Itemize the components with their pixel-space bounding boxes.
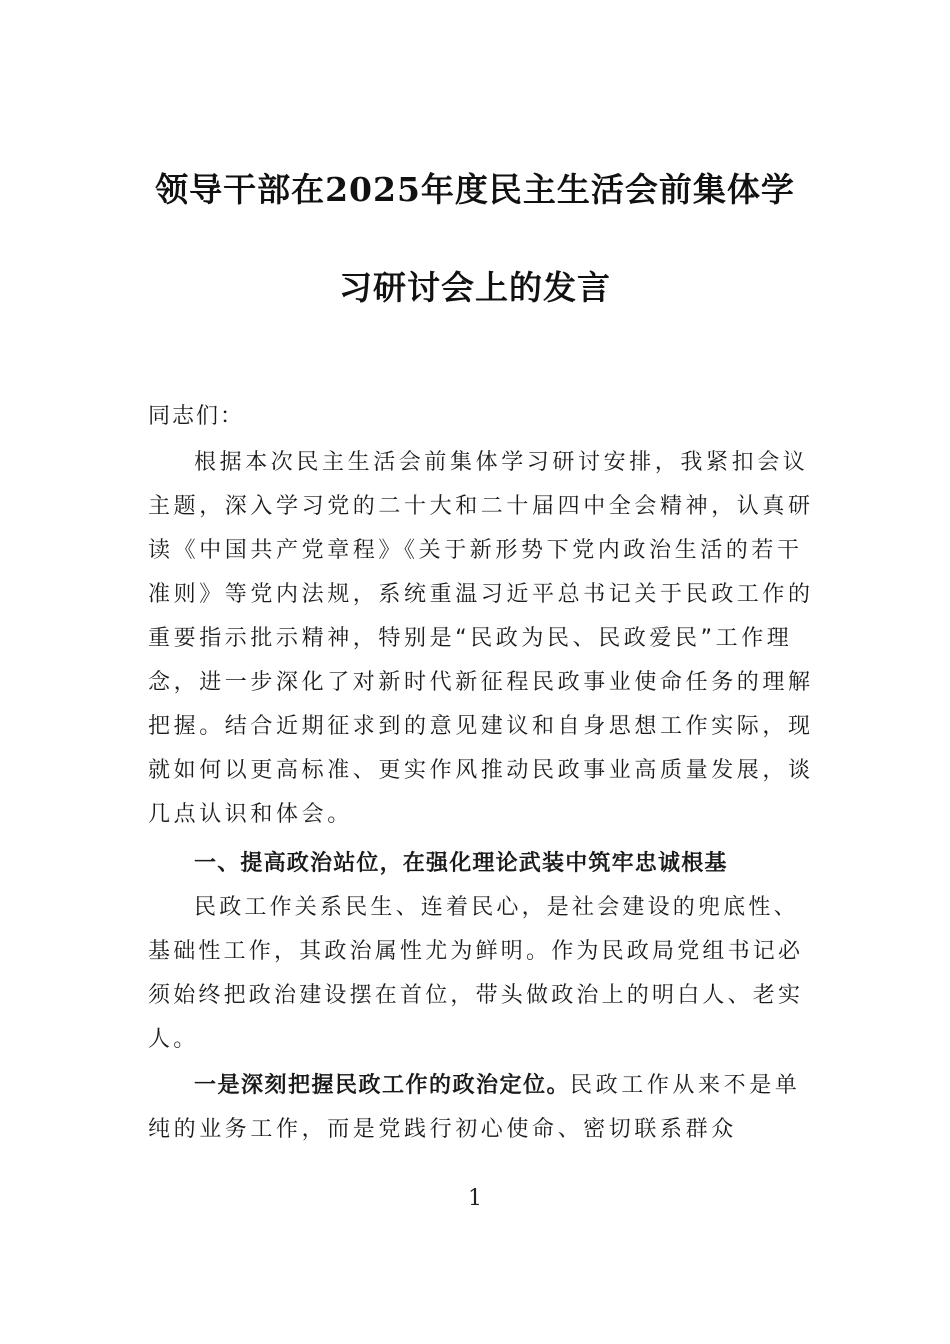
paragraph-point-1-text: 民政工作从来不是单纯的业务工作，而是党践行初心使命、密切联系群众 — [148, 1073, 801, 1142]
paragraph-section-1: 民政工作关系民生、连着民心，是社会建设的兜底性、基础性工作，其政治属性尤为鲜明。作为民政局党组书记必须始终把政治建设摆在首位，带头做政治上的明白人、老实人。 — [148, 895, 804, 1052]
salutation: 同志们： — [148, 404, 245, 429]
paragraph-point-1-lead: 一是深刻把握民政工作的政治定位。 — [194, 1073, 571, 1098]
paragraph-intro: 根据本次民主生活会前集体学习研讨安排，我紧扣会议主题，深入学习党的二十大和二十届四中全会精神，认真研读《中国共产党章程》《关于新形势下党内政治生活的若干准则》等党内法规，系统重温习近平总书记关于民政工作的重要指示批示精神，特别是“民政为民、民政爱民”工作理念，进一步深化了对新时代新征程民政事业使命任务的理解把握。结合近期征求到的意见建议和自身思想工作实际，现就如何以更高标准、更实作风推动民政事业高质量发展，谈几点认识和体会。 — [148, 450, 814, 827]
document-title-line-1: 领导干部在2025年度民主生活会前集体学 — [155, 170, 795, 209]
paragraph-point-1 — [148, 1064, 818, 1152]
section-heading-1: 一、提高政治站位，在强化理论武装中筑牢忠诚根基 — [194, 851, 728, 876]
document-title-line-2: 习研讨会上的发言 — [339, 268, 611, 307]
page-number: 1 — [468, 1186, 482, 1211]
